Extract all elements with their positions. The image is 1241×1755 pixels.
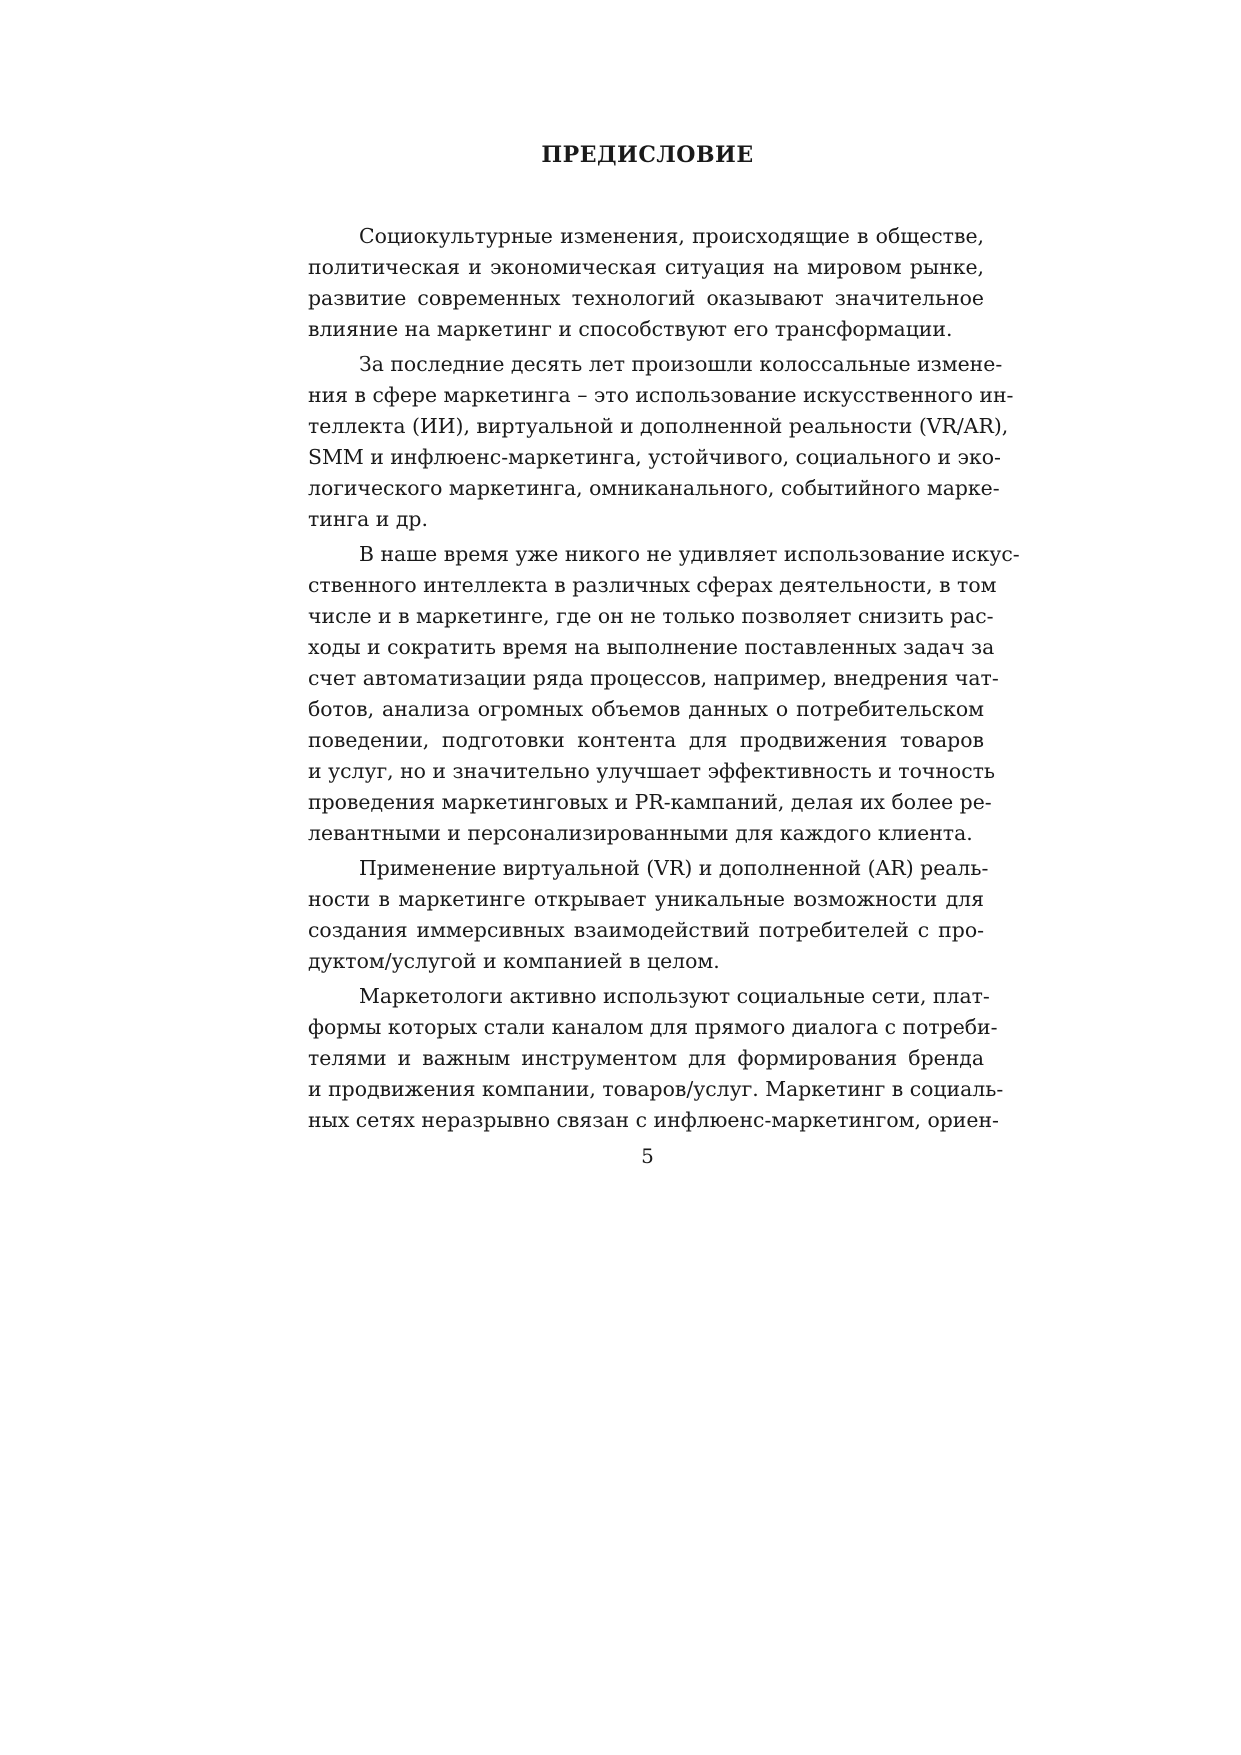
paragraph <box>308 981 1004 1136</box>
text-line: ходы и сократить время на выполнение поставленных задач за <box>308 635 995 659</box>
text-line: тинга и др. <box>308 507 428 531</box>
text-line: Социокультурные изменения, происходящие в обществе, <box>359 224 984 248</box>
text-line: дуктом/услугой и компанией в целом. <box>308 949 720 973</box>
text-line: За последние десять лет произошли колоссальные измене- <box>359 352 1003 376</box>
text-line: влияние на маркетинг и способствуют его трансформации. <box>308 317 953 341</box>
text-line: телями и важным инструментом для формирования бренда <box>308 1046 984 1070</box>
text-line: проведения маркетинговых и PR-кампаний, делая их более ре- <box>308 790 992 814</box>
text-line: политическая и экономическая ситуация на мировом рынке, <box>308 255 984 279</box>
text-line: SMM и инфлюенс-маркетинга, устойчивого, социального и эко- <box>308 445 1001 469</box>
text-line: логического маркетинга, омниканального, событийного марке- <box>308 476 1000 500</box>
text-line: ных сетях неразрывно связан с инфлюенс-маркетингом, ориен- <box>308 1108 999 1132</box>
text-line: счет автоматизации ряда процессов, например, внедрения чат- <box>308 666 999 690</box>
text-line: создания иммерсивных взаимодействий потребителей с про- <box>308 918 984 942</box>
page-title: ПРЕДИСЛОВИЕ <box>541 142 754 168</box>
text-line: теллекта (ИИ), виртуальной и дополненной реальности (VR/AR), <box>308 414 1009 438</box>
page-number: 5 <box>641 1144 654 1168</box>
text-line: левантными и персонализированными для каждого клиента. <box>308 821 973 845</box>
paragraph <box>308 349 1014 535</box>
body-text <box>308 221 1020 1140</box>
text-line: ности в маркетинге открывает уникальные возможности для <box>308 887 984 911</box>
text-line: развитие современных технологий оказывают значительное <box>308 286 984 310</box>
text-line: Применение виртуальной (VR) и дополненной (AR) реаль- <box>359 856 989 880</box>
text-line: ственного интеллекта в различных сферах деятельности, в том <box>308 573 997 597</box>
paragraph <box>308 221 984 345</box>
text-line: поведении, подготовки контента для продвижения товаров <box>308 728 984 752</box>
paragraph <box>308 853 989 977</box>
text-line: Маркетологи активно используют социальные сети, плат- <box>359 984 990 1008</box>
paragraph <box>308 539 1020 849</box>
text-line: и услуг, но и значительно улучшает эффективность и точность <box>308 759 995 783</box>
text-line: числе и в маркетинге, где он не только позволяет снизить рас- <box>308 604 994 628</box>
text-line: формы которых стали каналом для прямого диалога с потреби- <box>308 1015 998 1039</box>
text-line: ботов, анализа огромных объемов данных о потребительском <box>308 697 984 721</box>
text-line: ния в сфере маркетинга – это использование искусственного ин- <box>308 383 1014 407</box>
text-line: В наше время уже никого не удивляет использование искус- <box>359 542 1020 566</box>
text-line: и продвижения компании, товаров/услуг. Маркетинг в социаль- <box>308 1077 1004 1101</box>
